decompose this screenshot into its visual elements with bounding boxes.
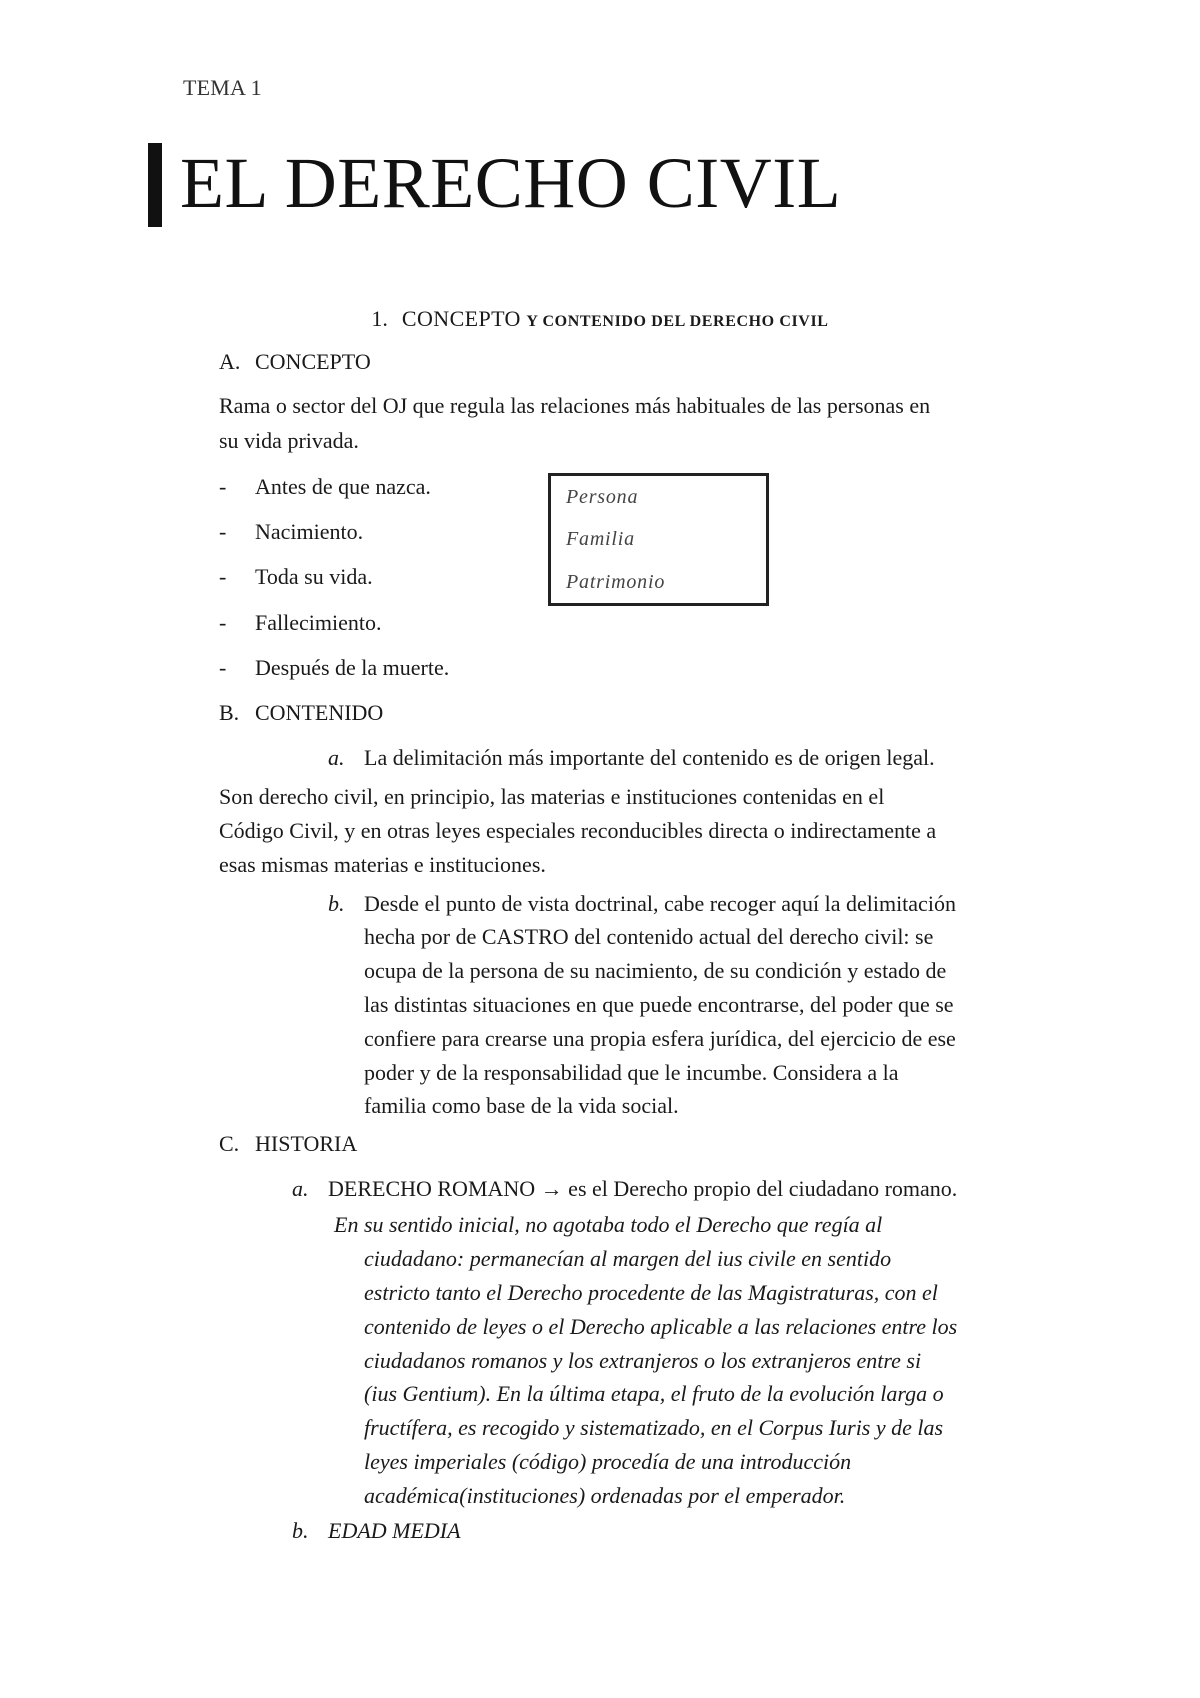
item-text: Desde el punto de vista doctrinal, cabe recoger aquí la delimitación <box>364 891 956 916</box>
subsection-letter: A. <box>219 349 241 374</box>
contenido-item-b <box>328 887 956 921</box>
historia-italic-line: estricto tanto el Derecho procedente de las Magistraturas, con el <box>364 1280 938 1305</box>
box-item-persona: Persona <box>566 486 639 508</box>
subsection-letter: C. <box>219 1131 240 1156</box>
list-item-text: Antes de que nazca. <box>255 474 431 499</box>
contenido-b-line: hecha por de CASTRO del contenido actual del derecho civil: se <box>364 924 934 949</box>
list-item <box>219 470 431 504</box>
subsection-letter: B. <box>219 700 240 725</box>
list-marker: - <box>219 655 227 680</box>
historia-item-b <box>292 1514 461 1548</box>
subsection-label: CONTENIDO <box>255 700 384 725</box>
historia-italic-line: académica(instituciones) ordenadas por el emperador. <box>364 1483 846 1508</box>
title-accent-bar <box>148 143 162 227</box>
box-item-familia: Familia <box>566 528 635 550</box>
section-heading-rest: Y CONTENIDO DEL DERECHO CIVIL <box>526 313 829 330</box>
list-marker: - <box>219 564 227 589</box>
scope-box <box>548 473 769 606</box>
subsection-concepto <box>219 345 371 379</box>
list-item-text: Nacimiento. <box>255 519 364 544</box>
item-text: DERECHO ROMANO → es el Derecho propio del ciudadano romano. <box>328 1176 958 1201</box>
concepto-text-line: su vida privada. <box>219 428 359 453</box>
box-item-patrimonio: Patrimonio <box>566 571 666 593</box>
tema-label: TEMA 1 <box>183 75 262 100</box>
historia-italic-line: leyes imperiales (código) procedía de una introducción <box>364 1449 852 1474</box>
concepto-text-line: Rama o sector del OJ que regula las relaciones más habituales de las personas en <box>219 393 931 418</box>
historia-italic-line: ciudadano: permanecían al margen del ius civile en sentido <box>364 1246 892 1271</box>
list-item-text: Toda su vida. <box>255 564 373 589</box>
historia-italic-line: ciudadanos romanos y los extranjeros o los extranjeros entre si <box>364 1348 922 1373</box>
list-item <box>219 651 449 685</box>
historia-item-a <box>292 1172 957 1206</box>
item-marker: b. <box>292 1518 309 1543</box>
contenido-b-line: las distintas situaciones en que puede encontrarse, del poder que se <box>364 992 954 1017</box>
contenido-para-line: esas mismas materias e instituciones. <box>219 852 546 877</box>
item-marker: a. <box>292 1176 309 1201</box>
contenido-b-line: poder y de la responsabilidad que le incumbe. Considera a la <box>364 1060 899 1085</box>
section-heading-main: CONCEPTO <box>401 306 521 331</box>
historia-italic-line: contenido de leyes o el Derecho aplicable a las relaciones entre los <box>364 1314 958 1339</box>
contenido-b-line: familia como base de la vida social. <box>364 1093 679 1118</box>
item-text: La delimitación más importante del contenido es de origen legal. <box>364 745 935 770</box>
list-marker: - <box>219 519 227 544</box>
contenido-b-line: ocupa de la persona de su nacimiento, de su condición y estado de <box>364 958 947 983</box>
section-heading <box>0 306 1200 332</box>
contenido-para-line: Código Civil, y en otras leyes especiales reconducibles directa o indirectamente a <box>219 818 937 843</box>
list-item-text: Después de la muerte. <box>255 655 450 680</box>
document-title: EL DERECHO CIVIL <box>180 143 842 223</box>
list-marker: - <box>219 474 227 499</box>
subsection-historia <box>219 1127 357 1161</box>
contenido-b-line: confiere para crearse una propia esfera jurídica, del ejercicio de ese <box>364 1026 956 1051</box>
historia-italic-line: (ius Gentium). En la última etapa, el fruto de la evolución larga o <box>364 1381 944 1406</box>
contenido-para-line: Son derecho civil, en principio, las materias e instituciones contenidas en el <box>219 784 885 809</box>
subsection-label: HISTORIA <box>255 1131 358 1156</box>
historia-italic-line: fructífera, es recogido y sistematizado, en el Corpus Iuris y de las <box>364 1415 944 1440</box>
list-item <box>219 606 381 640</box>
subsection-label: CONCEPTO <box>255 349 371 374</box>
subsection-contenido <box>219 696 383 730</box>
historia-italic-line: En su sentido inicial, no agotaba todo el Derecho que regía al <box>334 1212 883 1237</box>
list-item <box>219 515 363 549</box>
list-item-text: Fallecimiento. <box>255 610 382 635</box>
item-marker: a. <box>328 745 345 770</box>
contenido-item-a <box>328 741 935 775</box>
list-item <box>219 560 373 594</box>
item-marker: b. <box>328 891 345 916</box>
list-marker: - <box>219 610 227 635</box>
item-text: EDAD MEDIA <box>328 1518 461 1543</box>
section-number: 1. <box>371 306 388 331</box>
